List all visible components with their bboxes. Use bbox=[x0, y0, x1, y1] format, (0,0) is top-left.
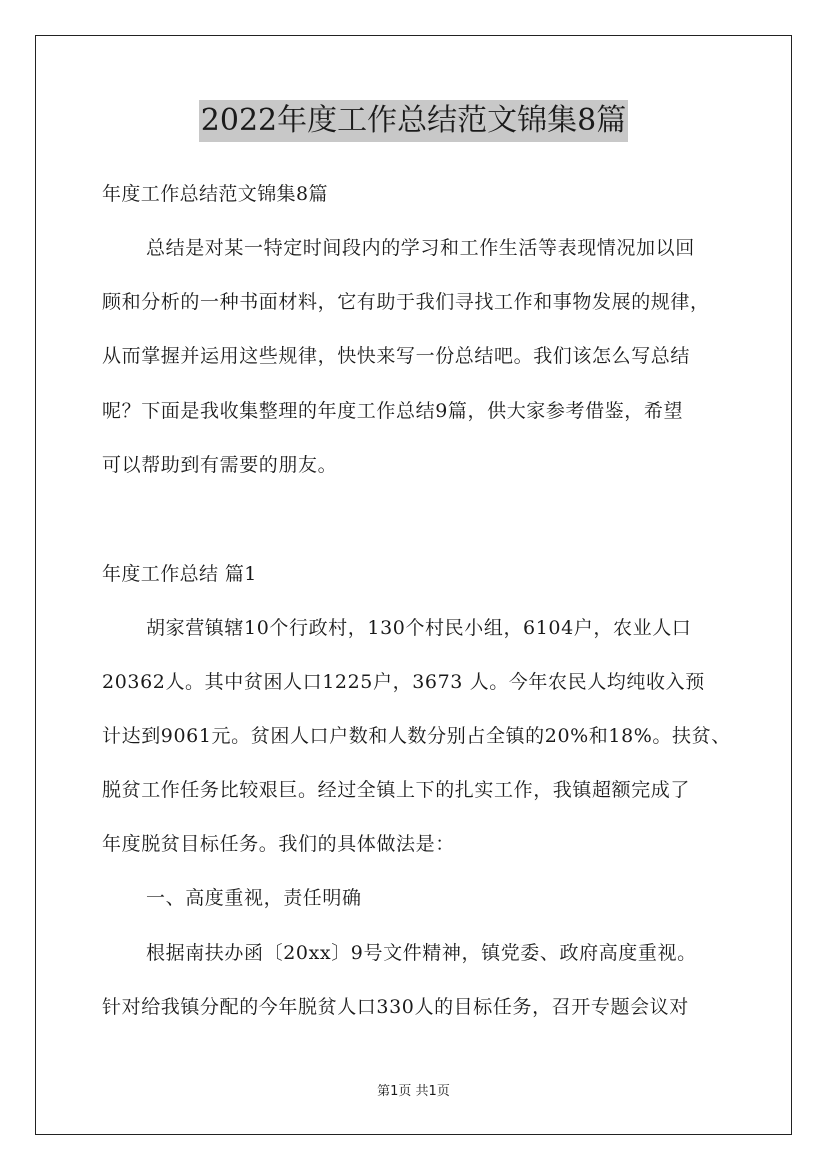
section1-line-3: 计达到9061元。贫困人口户数和人数分别占全镇的20%和18%。扶贫、 bbox=[102, 725, 731, 747]
intro-line-4: 呢？下面是我收集整理的年度工作总结9篇，供大家参考借鉴，希望 bbox=[102, 400, 684, 422]
section1-line-1: 胡家营镇辖10个行政村，130个村民小组，6104户，农业人口 bbox=[146, 617, 692, 639]
section1-line-5: 年度脱贫目标任务。我们的具体做法是： bbox=[102, 833, 455, 855]
intro-line-5: 可以帮助到有需要的朋友。 bbox=[102, 454, 338, 476]
section1-line-4: 脱贫工作任务比较艰巨。经过全镇上下的扎实工作，我镇超额完成了 bbox=[102, 779, 691, 801]
intro-line-3: 从而掌握并运用这些规律，快快来写一份总结吧。我们该怎么写总结 bbox=[102, 345, 691, 367]
section1-more-line-2: 针对给我镇分配的今年脱贫人口330人的目标任务，召开专题会议对 bbox=[102, 996, 689, 1018]
section1-more-line-1: 根据南扶办函〔20xx〕9号文件精神，镇党委、政府高度重视。 bbox=[146, 942, 697, 964]
section1-line-2: 20362人。其中贫困人口1225户，3673 人。今年农民人均纯收入预 bbox=[102, 671, 705, 693]
document-title: 2022年度工作总结范文锦集8篇 bbox=[199, 100, 628, 142]
subheading-responsibility: 一、高度重视，责任明确 bbox=[146, 887, 362, 909]
intro-line-1: 总结是对某一特定时间段内的学习和工作生活等表现情况加以回 bbox=[146, 237, 695, 259]
section-heading-1: 年度工作总结 篇1 bbox=[102, 563, 257, 585]
intro-line-2: 顾和分析的一种书面材料，它有助于我们寻找工作和事物发展的规律， bbox=[102, 291, 710, 313]
title-container bbox=[0, 100, 827, 142]
page-footer: 第1页 共1页 bbox=[377, 1084, 450, 1099]
document-subtitle: 年度工作总结范文锦集8篇 bbox=[102, 183, 328, 205]
